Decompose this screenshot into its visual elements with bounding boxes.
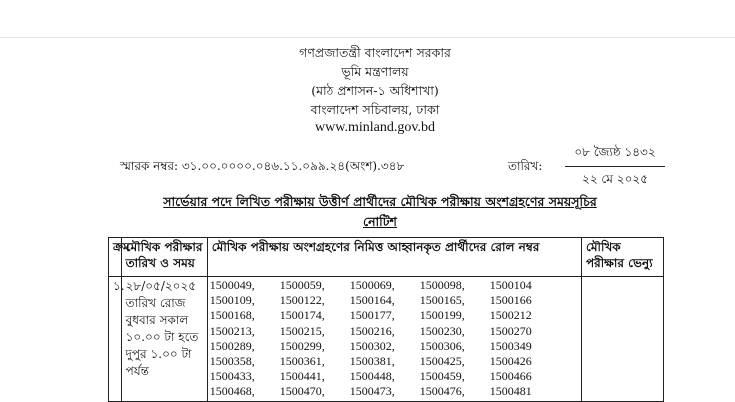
notice-title: সার্ভেয়ার পদে লিখিত পরীক্ষায় উত্তীর্ণ প্রার্থীদের মৌখিক পরীক্ষায় অংশগ্রহণের সময়সূচির — [163, 194, 597, 209]
government-name: গণপ্রজাতন্ত্রী বাংলাদেশ সরকার — [299, 45, 451, 60]
memo-number: স্মারক নম্বর: ৩১.০০.০০০০.০৪৬.১১.০৯৯.২৪(অংশ).৩৪৮ — [120, 159, 405, 173]
roll-number: 1500059, — [279, 278, 325, 292]
schedule-table — [108, 237, 664, 402]
datetime-line: পর্যন্ত — [125, 364, 149, 378]
row-datetime — [121, 277, 207, 402]
notice-subtitle: নোটিশ — [363, 214, 397, 229]
roll-line — [210, 369, 577, 384]
roll-number: 1500433, — [209, 369, 255, 384]
row-roll-numbers — [207, 277, 581, 402]
roll-number: 1500215, — [279, 323, 325, 338]
ministry-name: ভূমি মন্ত্রণালয় — [341, 64, 409, 79]
roll-number: 1500468, — [209, 384, 255, 399]
table-header-row — [109, 238, 664, 277]
roll-number: 1500166 — [489, 293, 532, 308]
date-bangla: ০৮ জ্যৈষ্ঠ ১৪৩২ — [565, 144, 665, 167]
roll-number: 1500349 — [489, 338, 532, 353]
datetime-line: ১০.০০ টা হতে — [125, 330, 199, 344]
roll-number: 1500212 — [489, 308, 532, 323]
roll-number: 1500098, — [419, 278, 465, 292]
roll-number: 1500470, — [279, 384, 325, 399]
roll-number: 1500459, — [419, 369, 465, 384]
roll-number: 1500441, — [279, 369, 325, 384]
top-rule — [0, 37, 735, 38]
datetime-line: বুধবার সকাল — [125, 313, 189, 327]
date-block — [565, 144, 665, 191]
roll-number: 1500213, — [209, 323, 255, 338]
roll-number: 1500473, — [349, 384, 395, 399]
roll-line — [210, 308, 577, 323]
roll-number: 1500109, — [209, 293, 255, 308]
roll-number: 1500361, — [279, 354, 325, 369]
roll-number: 1500168, — [209, 308, 255, 323]
roll-number: 1500448, — [349, 369, 395, 384]
table-row — [109, 277, 664, 402]
section-name: (মাঠ প্রশাসন-১ অধিশাখা) — [311, 83, 439, 98]
roll-number: 1500165, — [419, 293, 465, 308]
header-datetime: মৌখিক পরীক্ষার তারিখ ও সময় — [121, 238, 207, 277]
header-rolls: মৌখিক পরীক্ষায় অংশগ্রহণের নিমিত্ত আহ্বানকৃত প্রার্থীদের রোল নম্বর — [207, 238, 581, 277]
roll-number: 1500302, — [349, 338, 395, 353]
roll-number: 1500049, — [209, 278, 255, 292]
roll-number: 1500104 — [489, 278, 532, 292]
office-address: বাংলাদেশ সচিবালয়, ঢাকা — [310, 102, 440, 117]
roll-number: 1500476, — [419, 384, 465, 399]
roll-number: 1500216, — [349, 323, 395, 338]
roll-number: 1500425, — [419, 354, 465, 369]
roll-number: 1500358, — [209, 354, 255, 369]
table-body — [109, 277, 664, 402]
roll-line — [210, 339, 577, 354]
row-serial: ১. — [109, 277, 122, 402]
roll-number: 1500466 — [489, 369, 532, 384]
roll-number: 1500230, — [419, 323, 465, 338]
roll-line — [210, 278, 577, 293]
datetime-line: দুপুর ১.০০ টা — [125, 347, 192, 361]
roll-number: 1500177, — [349, 308, 395, 323]
roll-number: 1500306, — [419, 338, 465, 353]
date-label: তারিখ: — [508, 159, 543, 173]
datetime-line: তারিখ রোজ — [125, 296, 186, 310]
roll-number: 1500426 — [489, 354, 532, 369]
roll-number: 1500481 — [489, 384, 532, 399]
roll-number: 1500270 — [489, 323, 532, 338]
roll-number: 1500122, — [279, 293, 325, 308]
roll-number: 1500174, — [279, 308, 325, 323]
roll-number: 1500299, — [279, 338, 325, 353]
roll-number: 1500069, — [349, 278, 395, 292]
roll-number: 1500199, — [419, 308, 465, 323]
roll-line — [210, 324, 577, 339]
roll-number: 1500381, — [349, 354, 395, 369]
roll-number: 1500289, — [209, 338, 255, 353]
website-link[interactable]: www.minland.gov.bd — [315, 120, 435, 135]
date-gregorian: ২২ মে ২০২৫ — [582, 172, 648, 186]
row-venue — [582, 277, 664, 402]
datetime-line: ২৮/০৫/২০২৫ — [125, 279, 197, 293]
roll-line — [210, 384, 577, 399]
header-venue: মৌখিক পরীক্ষার ভেন্যু — [582, 238, 664, 277]
header-serial: ক্রম — [109, 238, 122, 277]
roll-line — [210, 293, 577, 308]
roll-number: 1500164, — [349, 293, 395, 308]
roll-line — [210, 354, 577, 369]
